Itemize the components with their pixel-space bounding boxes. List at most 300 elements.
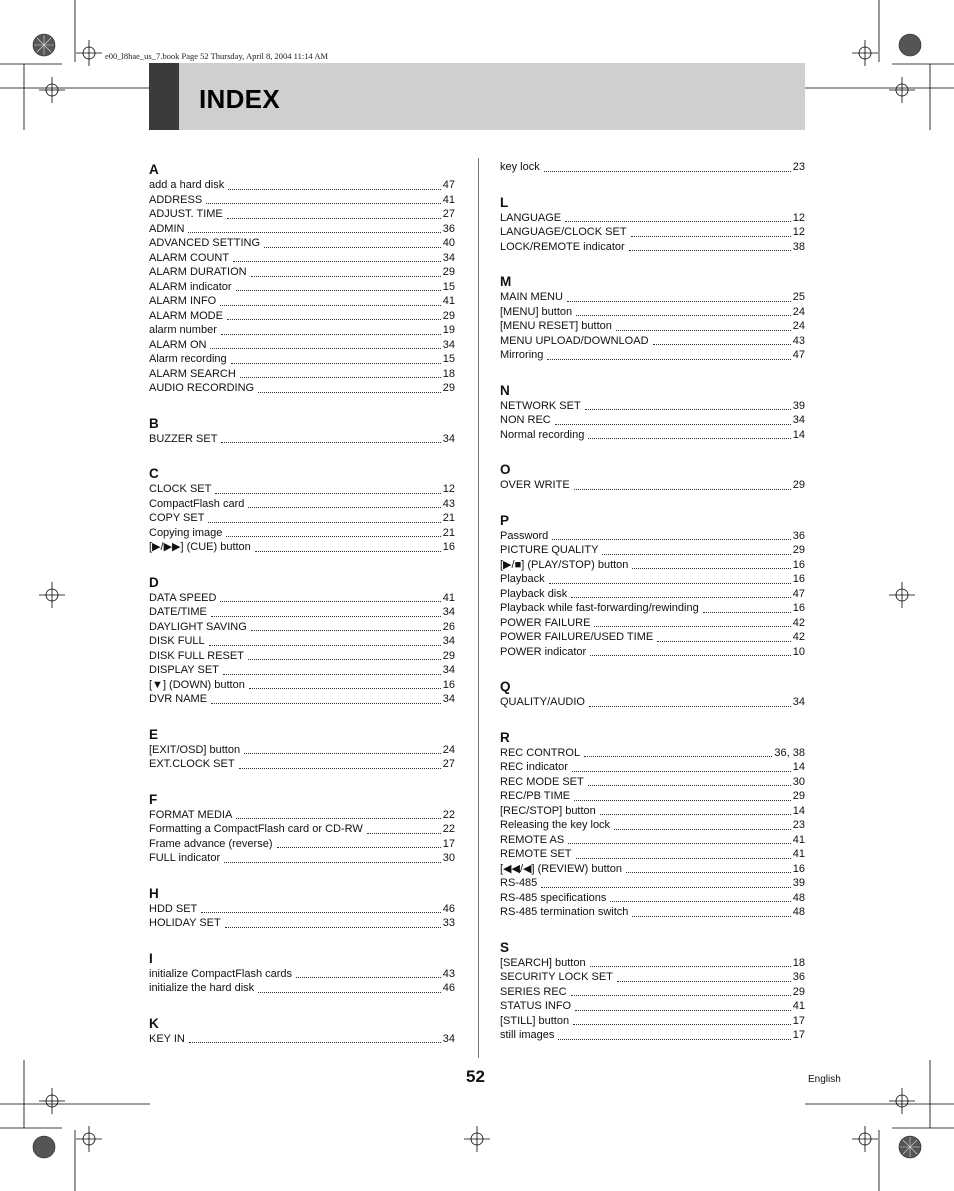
dot-leader bbox=[567, 289, 791, 302]
index-page-ref: 18 bbox=[792, 956, 805, 969]
index-page-ref: 34 bbox=[442, 432, 455, 445]
index-letter-heading: M bbox=[500, 274, 512, 289]
index-term: REMOTE AS bbox=[500, 833, 565, 846]
index-page-ref: 24 bbox=[792, 320, 805, 332]
index-page-ref: 36 bbox=[442, 222, 455, 235]
dot-leader bbox=[188, 220, 440, 233]
dot-leader bbox=[558, 1027, 790, 1040]
index-term: LANGUAGE/CLOCK SET bbox=[500, 226, 627, 238]
dot-leader bbox=[248, 495, 440, 508]
page-title: INDEX bbox=[199, 84, 280, 114]
index-page-ref: 48 bbox=[792, 891, 805, 904]
index-page-ref: 29 bbox=[442, 382, 455, 394]
index-group bbox=[500, 462, 805, 493]
index-term: ALARM DURATION bbox=[149, 266, 247, 278]
index-page-ref: 41 bbox=[792, 833, 805, 846]
index-page-ref: 14 bbox=[792, 428, 805, 441]
index-page-ref: 41 bbox=[792, 848, 805, 860]
index-term: FORMAT MEDIA bbox=[149, 808, 233, 821]
dot-leader bbox=[206, 191, 441, 204]
index-column-right bbox=[500, 160, 805, 1063]
index-page-ref: 22 bbox=[442, 823, 455, 835]
index-page-ref: 12 bbox=[792, 211, 805, 224]
dot-leader bbox=[226, 524, 440, 537]
dot-leader bbox=[264, 235, 441, 248]
index-letter-heading: L bbox=[500, 194, 509, 210]
dot-leader bbox=[588, 426, 790, 439]
dot-leader bbox=[588, 773, 791, 786]
index-page-ref: 27 bbox=[442, 758, 455, 770]
index-term: SECURITY LOCK SET bbox=[500, 971, 613, 983]
print-meta-line: e00_l8hae_us_7.book Page 52 Thursday, April 8, 2004 11:14 AM bbox=[105, 51, 329, 61]
dot-leader bbox=[248, 647, 441, 660]
dot-leader bbox=[296, 965, 441, 978]
index-group bbox=[149, 466, 455, 555]
index-page-ref: 34 bbox=[442, 635, 455, 647]
index-term: Mirroring bbox=[500, 349, 544, 361]
dot-leader bbox=[544, 159, 791, 172]
dot-leader bbox=[224, 850, 441, 863]
index-page-ref: 26 bbox=[442, 620, 455, 633]
index-page-ref: 16 bbox=[792, 602, 805, 614]
dot-leader bbox=[590, 954, 791, 967]
index-term: STATUS INFO bbox=[500, 1000, 572, 1012]
index-letter-heading: O bbox=[500, 462, 511, 477]
index-term: still images bbox=[500, 1029, 555, 1041]
index-entry bbox=[149, 692, 455, 707]
index-term: KEY IN bbox=[149, 1032, 185, 1045]
dot-leader bbox=[211, 691, 441, 704]
index-entry bbox=[500, 1028, 805, 1043]
index-term: NON REC bbox=[500, 414, 551, 426]
dot-leader bbox=[602, 542, 790, 555]
index-page-ref: 10 bbox=[792, 645, 805, 658]
index-term: REC indicator bbox=[500, 761, 568, 773]
index-page-ref: 15 bbox=[442, 353, 455, 365]
index-term: [REC/STOP] button bbox=[500, 804, 596, 817]
index-entry bbox=[149, 1032, 455, 1047]
dot-leader bbox=[571, 983, 791, 996]
index-page-ref: 25 bbox=[792, 291, 805, 303]
index-term: ALARM COUNT bbox=[149, 251, 230, 264]
index-page-ref: 17 bbox=[792, 1029, 805, 1041]
index-page-ref: 34 bbox=[442, 664, 455, 676]
dot-leader bbox=[220, 293, 441, 306]
index-group bbox=[500, 940, 805, 1043]
index-term: add a hard disk bbox=[149, 179, 225, 191]
index-page-ref: 41 bbox=[442, 591, 455, 604]
index-page-ref: 29 bbox=[792, 985, 805, 998]
index-group bbox=[500, 160, 805, 175]
index-page-ref: 16 bbox=[792, 862, 805, 875]
index-page-ref: 47 bbox=[792, 587, 805, 600]
dot-leader bbox=[223, 662, 441, 675]
dot-leader bbox=[610, 889, 790, 902]
dot-leader bbox=[632, 904, 790, 917]
index-entry bbox=[149, 432, 455, 447]
index-term: DISPLAY SET bbox=[149, 664, 219, 676]
index-page-ref: 48 bbox=[792, 906, 805, 918]
dot-leader bbox=[589, 694, 791, 707]
index-group bbox=[500, 730, 805, 920]
index-page-ref: 12 bbox=[792, 226, 805, 238]
index-term: NETWORK SET bbox=[500, 399, 581, 412]
index-term: HDD SET bbox=[149, 902, 198, 915]
index-term: Playback bbox=[500, 573, 545, 585]
index-term: RS-485 bbox=[500, 877, 538, 889]
index-term: ALARM MODE bbox=[149, 309, 223, 322]
index-term: ADDRESS bbox=[149, 193, 203, 206]
index-entry bbox=[500, 240, 805, 255]
index-group bbox=[149, 575, 455, 707]
index-page-ref: 22 bbox=[442, 808, 455, 821]
index-term: ADMIN bbox=[149, 222, 185, 235]
index-page-ref: 34 bbox=[792, 696, 805, 708]
dot-leader bbox=[201, 900, 440, 913]
dot-leader bbox=[208, 510, 440, 523]
index-page-ref: 24 bbox=[792, 305, 805, 318]
dot-leader bbox=[227, 307, 441, 320]
index-page-ref: 47 bbox=[792, 349, 805, 361]
index-term: [MENU] button bbox=[500, 305, 573, 318]
index-page-ref: 29 bbox=[792, 544, 805, 556]
index-term: POWER FAILURE bbox=[500, 616, 591, 629]
index-letter-heading: B bbox=[149, 415, 159, 431]
dot-leader bbox=[225, 915, 441, 928]
index-page-ref: 16 bbox=[442, 678, 455, 691]
dot-leader bbox=[231, 351, 441, 364]
index-entry bbox=[149, 981, 455, 996]
index-term: ALARM indicator bbox=[149, 280, 232, 293]
dot-leader bbox=[568, 831, 791, 844]
dot-leader bbox=[367, 821, 441, 834]
index-column-left bbox=[149, 160, 455, 1066]
dot-leader bbox=[584, 744, 772, 757]
index-page-ref: 36 bbox=[792, 529, 805, 542]
index-term: CompactFlash card bbox=[149, 497, 245, 510]
index-page-ref: 43 bbox=[442, 967, 455, 980]
index-page-ref: 41 bbox=[442, 295, 455, 307]
index-page-ref: 17 bbox=[442, 837, 455, 850]
index-term: REC MODE SET bbox=[500, 775, 584, 788]
index-term: ALARM SEARCH bbox=[149, 367, 236, 380]
index-term: ADVANCED SETTING bbox=[149, 237, 261, 249]
index-term: Frame advance (reverse) bbox=[149, 837, 273, 850]
index-entry bbox=[500, 695, 805, 710]
index-entry bbox=[500, 645, 805, 660]
index-page-ref: 29 bbox=[792, 790, 805, 802]
index-term: alarm number bbox=[149, 324, 217, 336]
index-group bbox=[149, 886, 455, 931]
index-page-ref: 34 bbox=[792, 414, 805, 426]
index-entry bbox=[149, 381, 455, 396]
dot-leader bbox=[277, 835, 441, 848]
index-term: [SEARCH] button bbox=[500, 956, 586, 969]
index-group bbox=[500, 513, 805, 660]
index-term: FULL indicator bbox=[149, 852, 221, 864]
index-page-ref: 15 bbox=[442, 280, 455, 293]
index-page-ref: 43 bbox=[792, 334, 805, 347]
index-term: initialize the hard disk bbox=[149, 982, 255, 994]
dot-leader bbox=[236, 278, 441, 291]
dot-leader bbox=[552, 527, 790, 540]
index-page-ref: 46 bbox=[442, 982, 455, 994]
index-page-ref: 33 bbox=[442, 917, 455, 929]
index-entry bbox=[500, 478, 805, 493]
index-term: DISK FULL bbox=[149, 635, 205, 647]
index-group bbox=[149, 416, 455, 447]
dot-leader bbox=[233, 249, 441, 262]
index-page-ref: 23 bbox=[792, 819, 805, 831]
index-term: DISK FULL RESET bbox=[149, 649, 244, 662]
index-page-ref: 30 bbox=[442, 852, 455, 864]
dot-leader bbox=[211, 604, 441, 617]
dot-leader bbox=[227, 206, 441, 219]
index-page-ref: 16 bbox=[792, 573, 805, 585]
index-letter-heading: K bbox=[149, 1015, 159, 1031]
dot-leader bbox=[632, 556, 790, 569]
index-term: REMOTE SET bbox=[500, 848, 572, 860]
dot-leader bbox=[572, 759, 791, 772]
index-letter-heading: I bbox=[149, 950, 153, 966]
index-page-ref: 14 bbox=[792, 761, 805, 773]
dot-leader bbox=[703, 600, 791, 613]
index-page-ref: 27 bbox=[442, 208, 455, 220]
index-term: MENU UPLOAD/DOWNLOAD bbox=[500, 334, 649, 347]
index-term: [◀◀/◀] (REVIEW) button bbox=[500, 862, 622, 875]
language-label: English bbox=[808, 1074, 841, 1085]
index-group bbox=[149, 792, 455, 866]
index-entry bbox=[500, 160, 805, 175]
dot-leader bbox=[239, 756, 441, 769]
dot-leader bbox=[626, 860, 791, 873]
dot-leader bbox=[614, 817, 791, 830]
index-term: ADJUST. TIME bbox=[149, 208, 223, 220]
index-page-ref: 42 bbox=[792, 631, 805, 643]
index-term: EXT.CLOCK SET bbox=[149, 758, 235, 770]
index-term: Formatting a CompactFlash card or CD-RW bbox=[149, 823, 363, 835]
index-term: PICTURE QUALITY bbox=[500, 544, 599, 556]
index-term: [▶/▶▶] (CUE) button bbox=[149, 541, 251, 553]
index-term: Alarm recording bbox=[149, 353, 227, 365]
index-group bbox=[149, 162, 455, 396]
index-term: Playback disk bbox=[500, 587, 568, 600]
index-letter-heading: S bbox=[500, 939, 510, 955]
index-term: MAIN MENU bbox=[500, 291, 563, 303]
index-term: Releasing the key lock bbox=[500, 819, 611, 831]
index-letter-heading: N bbox=[500, 382, 510, 398]
dot-leader bbox=[653, 332, 791, 345]
index-page-ref: 47 bbox=[442, 179, 455, 191]
index-page-ref: 34 bbox=[442, 1032, 455, 1045]
dot-leader bbox=[209, 633, 441, 646]
dot-leader bbox=[251, 618, 441, 631]
index-term: POWER indicator bbox=[500, 645, 587, 658]
index-term: LANGUAGE bbox=[500, 211, 562, 224]
dot-leader bbox=[220, 589, 440, 602]
index-page-ref: 41 bbox=[442, 193, 455, 206]
index-term: RS-485 specifications bbox=[500, 891, 607, 904]
dot-leader bbox=[258, 980, 441, 993]
index-page-ref: 29 bbox=[442, 649, 455, 662]
dot-leader bbox=[631, 224, 791, 237]
index-page-ref: 30 bbox=[792, 775, 805, 788]
index-entry bbox=[149, 540, 455, 555]
index-term: COPY SET bbox=[149, 512, 205, 524]
dot-leader bbox=[549, 571, 791, 584]
index-term: [▼] (DOWN) button bbox=[149, 678, 245, 691]
dot-leader bbox=[249, 676, 441, 689]
dot-leader bbox=[236, 806, 440, 819]
index-group bbox=[149, 951, 455, 996]
index-page-ref: 29 bbox=[442, 309, 455, 322]
dot-leader bbox=[228, 177, 441, 190]
index-page-ref: 36 bbox=[792, 971, 805, 983]
index-page-ref: 24 bbox=[442, 743, 455, 756]
index-page-ref: 43 bbox=[442, 497, 455, 510]
index-page-ref: 16 bbox=[442, 541, 455, 553]
index-term: RS-485 termination switch bbox=[500, 906, 629, 918]
index-page-ref: 34 bbox=[442, 693, 455, 705]
dot-leader bbox=[547, 347, 790, 360]
dot-leader bbox=[575, 998, 791, 1011]
dot-leader bbox=[574, 788, 791, 801]
index-term: ALARM INFO bbox=[149, 295, 217, 307]
dot-leader bbox=[574, 477, 791, 490]
dot-leader bbox=[600, 802, 791, 815]
index-group bbox=[500, 383, 805, 443]
index-term: DATA SPEED bbox=[149, 591, 217, 604]
dot-leader bbox=[221, 430, 440, 443]
index-group bbox=[500, 679, 805, 710]
index-term: [▶/■] (PLAY/STOP) button bbox=[500, 558, 629, 571]
index-page-ref: 18 bbox=[442, 367, 455, 380]
index-letter-heading: F bbox=[149, 791, 158, 807]
dot-leader bbox=[629, 238, 791, 251]
index-page-ref: 39 bbox=[792, 399, 805, 412]
index-letter-heading: R bbox=[500, 729, 510, 745]
index-entry bbox=[500, 428, 805, 443]
index-page-ref: 16 bbox=[792, 558, 805, 571]
index-letter-heading: A bbox=[149, 162, 159, 177]
index-page-ref: 21 bbox=[442, 526, 455, 539]
index-page-ref: 34 bbox=[442, 338, 455, 351]
index-term: ALARM ON bbox=[149, 338, 207, 351]
dot-leader bbox=[565, 209, 791, 222]
index-term: DVR NAME bbox=[149, 693, 208, 705]
index-letter-heading: Q bbox=[500, 679, 511, 694]
dot-leader bbox=[657, 629, 791, 642]
index-page-ref: 46 bbox=[442, 902, 455, 915]
index-page-ref: 42 bbox=[792, 616, 805, 629]
index-page-ref: 29 bbox=[792, 479, 805, 491]
index-term: BUZZER SET bbox=[149, 432, 218, 445]
index-letter-heading: H bbox=[149, 885, 159, 901]
dot-leader bbox=[590, 643, 791, 656]
index-term: LOCK/REMOTE indicator bbox=[500, 240, 625, 253]
index-letter-heading: P bbox=[500, 512, 510, 528]
index-term: CLOCK SET bbox=[149, 483, 212, 495]
index-term: DAYLIGHT SAVING bbox=[149, 620, 247, 633]
index-page-ref: 34 bbox=[442, 606, 455, 618]
index-page-ref: 12 bbox=[442, 483, 455, 495]
index-term: POWER FAILURE/USED TIME bbox=[500, 631, 654, 643]
index-page-ref: 14 bbox=[792, 804, 805, 817]
index-term: DATE/TIME bbox=[149, 606, 207, 618]
dot-leader bbox=[617, 969, 791, 982]
dot-leader bbox=[244, 741, 441, 754]
index-term: QUALITY/AUDIO bbox=[500, 696, 585, 708]
dot-leader bbox=[240, 365, 441, 378]
dot-leader bbox=[541, 875, 790, 888]
dot-leader bbox=[189, 1030, 441, 1043]
index-term: key lock bbox=[500, 161, 540, 173]
index-page-ref: 19 bbox=[442, 324, 455, 336]
index-term: OVER WRITE bbox=[500, 479, 570, 491]
index-letter-heading: C bbox=[149, 466, 159, 481]
index-term: REC CONTROL bbox=[500, 746, 581, 759]
dot-leader bbox=[215, 481, 440, 494]
dot-leader bbox=[576, 846, 791, 859]
index-page-ref: 34 bbox=[442, 251, 455, 264]
index-page-ref: 17 bbox=[792, 1014, 805, 1027]
index-page-ref: 29 bbox=[442, 266, 455, 278]
dot-leader bbox=[571, 585, 790, 598]
index-term: AUDIO RECORDING bbox=[149, 382, 255, 394]
index-term: [MENU RESET] button bbox=[500, 320, 612, 332]
index-entry bbox=[149, 757, 455, 772]
index-page-ref: 39 bbox=[792, 877, 805, 889]
index-term: HOLIDAY SET bbox=[149, 917, 221, 929]
index-entry bbox=[149, 916, 455, 931]
dot-leader bbox=[210, 336, 440, 349]
index-page-ref: 40 bbox=[442, 237, 455, 249]
index-group bbox=[500, 274, 805, 363]
index-letter-heading: E bbox=[149, 726, 159, 742]
index-entry bbox=[149, 851, 455, 866]
dot-leader bbox=[555, 412, 791, 425]
index-page-ref: 21 bbox=[442, 512, 455, 524]
dot-leader bbox=[251, 264, 441, 277]
header-accent-block bbox=[149, 63, 179, 130]
index-term: Normal recording bbox=[500, 428, 585, 441]
index-group bbox=[149, 1016, 455, 1047]
index-page-ref: 38 bbox=[792, 240, 805, 253]
dot-leader bbox=[221, 322, 441, 335]
index-group bbox=[500, 195, 805, 255]
index-term: [STILL] button bbox=[500, 1014, 570, 1027]
index-term: SERIES REC bbox=[500, 985, 567, 998]
dot-leader bbox=[585, 397, 791, 410]
dot-leader bbox=[576, 303, 791, 316]
index-term: Password bbox=[500, 529, 549, 542]
column-divider bbox=[478, 158, 479, 1058]
index-entry bbox=[500, 905, 805, 920]
dot-leader bbox=[258, 380, 441, 393]
dot-leader bbox=[594, 614, 790, 627]
index-letter-heading: D bbox=[149, 574, 159, 590]
index-term: REC/PB TIME bbox=[500, 790, 571, 802]
page-number: 52 bbox=[466, 1067, 485, 1086]
index-page-ref: 36, 38 bbox=[774, 746, 805, 759]
index-page-ref: 23 bbox=[792, 161, 805, 173]
index-group bbox=[149, 727, 455, 772]
index-term: Copying image bbox=[149, 526, 223, 539]
index-page-ref: 41 bbox=[792, 1000, 805, 1012]
index-term: [EXIT/OSD] button bbox=[149, 743, 241, 756]
index-entry bbox=[500, 348, 805, 363]
dot-leader bbox=[573, 1012, 791, 1025]
